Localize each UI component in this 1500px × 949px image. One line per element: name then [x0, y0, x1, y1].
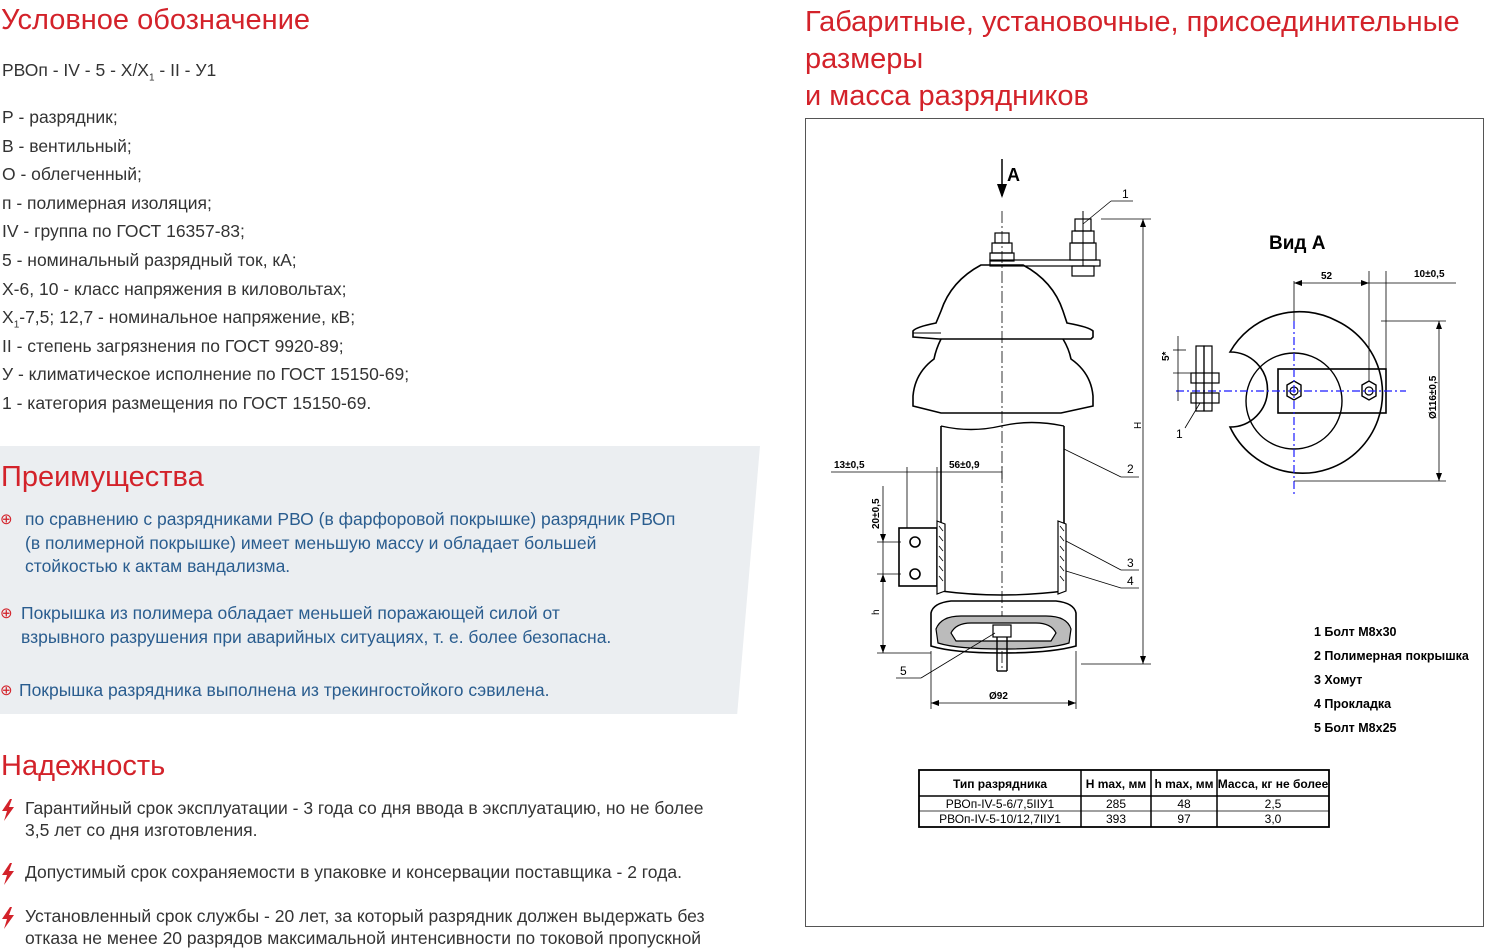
- designation-legend: [2, 103, 409, 418]
- dim-13: 13±0,5: [834, 460, 865, 471]
- legend-line: 1 - категория размещения по ГОСТ 15150-69.: [2, 392, 372, 413]
- advantage-item: ⊕ Покрышка из полимера обладает меньшей поражающей силой от взрывного разрушения при аварийных ситуациях, т. е. более безопасна.: [0, 603, 612, 647]
- part-item: 5 Болт М8х25: [1314, 721, 1397, 735]
- designation-title: Условное обозначение: [1, 4, 311, 36]
- spec-table: [919, 770, 1329, 827]
- table-cell: РВОп-IV-5-10/12,7IIУ1: [939, 812, 1061, 826]
- legend-line: II - степень загрязнения по ГОСТ 9920-89;: [2, 335, 344, 356]
- dim-5: 5*: [1161, 351, 1172, 361]
- reliability-title: Надежность: [1, 750, 166, 782]
- callout-4: 4: [1127, 574, 1134, 588]
- dim-d92: Ø92: [989, 691, 1008, 702]
- advantages-title: Преимущества: [1, 461, 204, 493]
- legend-line: п - полимерная изоляция;: [2, 192, 212, 213]
- part-item: 1 Болт М8х30: [1314, 625, 1397, 639]
- callout-1-view: 1: [1176, 427, 1183, 441]
- lightning-icon: [0, 907, 16, 929]
- legend-line: У - климатическое исполнение по ГОСТ 15150-69;: [2, 364, 410, 385]
- dimensions-title: Габаритные, установочные, присоединительные размеры и масса разрядников: [805, 6, 1460, 112]
- callout-5: 5: [900, 664, 907, 678]
- table-cell: 97: [1177, 812, 1191, 826]
- table-cell: 285: [1105, 797, 1127, 811]
- dim-116: Ø116±0,5: [1428, 375, 1439, 419]
- table-cell: 3,0: [1264, 812, 1282, 826]
- part-item: 3 Хомут: [1314, 673, 1363, 687]
- reliability-item: Установленный срок службы - 20 лет, за который разрядник должен выдержать без отказа не менее 20 разрядов максимальной интенсивности по токовой пропускной: [0, 905, 705, 949]
- advantage-item: ⊕ Покрышка разрядника выполнена из трекингостойкого сэвилена.: [0, 679, 550, 703]
- arrow-label: А: [1007, 165, 1020, 185]
- table-cell: 393: [1105, 812, 1127, 826]
- dim-h: h: [871, 609, 882, 615]
- parts-list: [1314, 625, 1470, 735]
- table-header: H max, мм: [1085, 777, 1147, 791]
- table-header: h max, мм: [1154, 777, 1214, 791]
- advantage-item: ⊕ по сравнению с разрядниками РВО (в фарфоровой покрышке) разрядник РВОп (в полимерной покрышке) имеет меньшую массу и обладает большей стойкостью к актам вандализма.: [0, 509, 676, 576]
- lightning-icon: [0, 863, 16, 885]
- part-item: 4 Прокладка: [1314, 697, 1392, 711]
- table-cell: 48: [1177, 797, 1191, 811]
- table-cell: РВОп-IV-5-6/7,5IIУ1: [945, 797, 1055, 811]
- callout-2: 2: [1127, 462, 1134, 476]
- view-a-label: Вид А: [1269, 233, 1326, 254]
- callout-1: 1: [1122, 187, 1129, 201]
- reliability-item: Гарантийный срок эксплуатации - 3 года со дня ввода в эксплуатацию, но не более 3,5 лет со дня изготовления.: [0, 797, 703, 841]
- dim-20: 20±0,5: [871, 498, 882, 529]
- plus-circle-icon: ⊕: [0, 682, 13, 699]
- drawing-frame: [805, 118, 1484, 927]
- legend-line: 5 - номинальный разрядный ток, кА;: [2, 249, 297, 270]
- plus-circle-icon: ⊕: [0, 511, 13, 528]
- legend-line: IV - группа по ГОСТ 16357-83;: [2, 221, 245, 242]
- plus-circle-icon: ⊕: [0, 605, 13, 622]
- legend-line: Р - разрядник;: [2, 107, 118, 127]
- dim-56: 56±0,9: [949, 460, 980, 471]
- legend-line: О - облегченный;: [2, 164, 142, 185]
- lightning-icon: [0, 799, 16, 821]
- legend-line: $Х_1-7,5$; 12,7 - номинальное напряжение, кВ;: [2, 307, 356, 331]
- arrester-drawing: [806, 119, 1483, 926]
- table-header: Тип разрядника: [952, 777, 1048, 791]
- dim-H: H: [1133, 421, 1144, 429]
- dim-10: 10±0,5: [1414, 269, 1445, 280]
- callout-3: 3: [1127, 556, 1134, 570]
- dim-52: 52: [1321, 271, 1333, 282]
- table-header: Масса, кг не более: [1217, 777, 1329, 791]
- table-cell: 2,5: [1264, 797, 1282, 811]
- legend-line: Х-6, 10 - класс напряжения в киловольтах;: [2, 278, 347, 299]
- designation-code: РВОп - IV - $5 - Х/Х_1$ - II - У1: [2, 60, 217, 84]
- legend-line: В - вентильный;: [2, 135, 132, 156]
- reliability-item: Допустимый срок сохраняемости в упаковке и консервации поставщика - 2 года.: [0, 861, 682, 883]
- part-item: 2 Полимерная покрышка: [1314, 649, 1469, 663]
